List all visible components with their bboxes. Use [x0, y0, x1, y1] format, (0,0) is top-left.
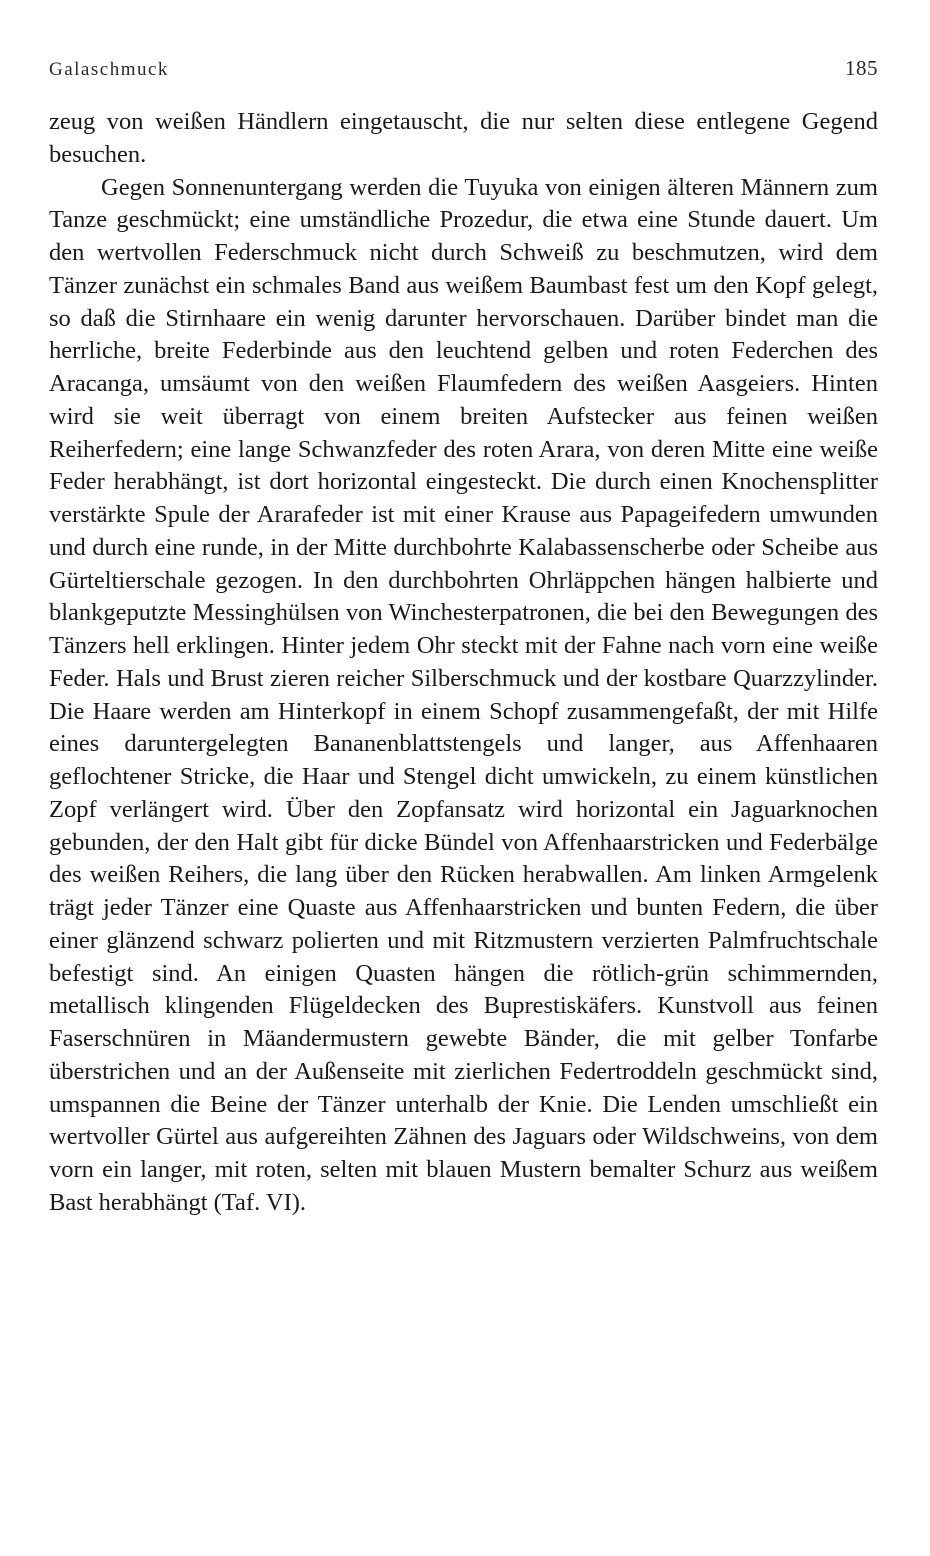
running-title: Galaschmuck — [49, 59, 169, 80]
paragraph-continued: zeug von weißen Händlern eingetauscht, die nur selten diese entlegene Gegend besuchen. — [49, 108, 878, 168]
paragraph-dance-adornment: Gegen Sonnenuntergang werden die Tuyuka von einigen älteren Männern zum Tanze geschmückt; eine umständliche Prozedur, die etwa eine Stunde dauert. Um den wertvollen Federschmuck nicht durch Schweiß zu beschmutzen, wird dem Tänzer zunächst ein schmales Band aus weißem Baumbast fest um den Kopf gelegt, so daß die Stirnhaare ein wenig darunter hervorschauen. Darüber bindet man die herrliche, breite Federbinde aus den leuchtend gelben und roten Federchen des Aracanga, umsäumt von den weißen Flaumfedern des weißen Aasgeiers. Hinten wird sie weit überragt von einem breiten Aufstecker aus feinen weißen Reiherfedern; eine lange Schwanzfeder des roten Arara, von deren Mitte eine weiße Feder herabhängt, ist dort horizontal eingesteckt. Die durch einen Knochensplitter verstärkte Spule der Ararafeder ist mit einer Krause aus Papageifedern umwunden und durch eine runde, in der Mitte durchbohrte Kalabassenscherbe oder Scheibe aus Gürteltierschale gezogen. In den durchbohrten Ohrläppchen hängen halbierte und blankgeputzte Messinghülsen von Winchesterpatronen, die bei den Bewegungen des Tänzers hell erklingen. Hinter jedem Ohr steckt mit der Fahne nach vorn eine weiße Feder. Hals und Brust zieren reicher Silberschmuck und der kostbare Quarzzylinder. Die Haare werden am Hinterkopf in einem Schopf zusammengefaßt, der mit Hilfe eines daruntergelegten Bananenblattstengels und langer, aus Affenhaaren geflochtener Stricke, die Haar und Stengel dicht umwickeln, zu einem künstlichen Zopf verlängert wird. Über den Zopfansatz wird horizontal ein Jaguarknochen gebunden, der den Halt gibt für dicke Bündel von Affenhaarstricken und Federbälge des weißen Reihers, die lang über den Rücken herabwallen. Am linken Armgelenk trägt jeder Tänzer eine Quaste aus Affenhaarstricken und bunten Federn, die über einer glänzend schwarz polierten und mit Ritzmustern verzierten Palmfruchtschale befestigt sind. An einigen Quasten hängen die rötlich-grün schimmernden, metallisch klingenden Flügeldecken des Buprestiskäfers. Kunstvoll aus feinen Faserschnüren in Mäandermustern gewebte Bänder, die mit gelber Tonfarbe überstrichen und an der Außenseite mit zierlichen Federtroddeln geschmückt sind, umspannen die Beine der Tänzer unterhalb der Knie. Die Lenden umschließt ein wertvoller Gürtel aus aufgereihten Zähnen des Jaguars oder Wildschweins, von dem vorn ein langer, mit roten, selten mit blauen Mustern bemalter Schurz aus weißem Bast herabhängt (Taf. VI). — [49, 173, 878, 1216]
book-page — [49, 56, 878, 1220]
running-header — [49, 56, 878, 96]
body-text — [49, 106, 878, 1220]
page-number: 185 — [845, 56, 878, 80]
